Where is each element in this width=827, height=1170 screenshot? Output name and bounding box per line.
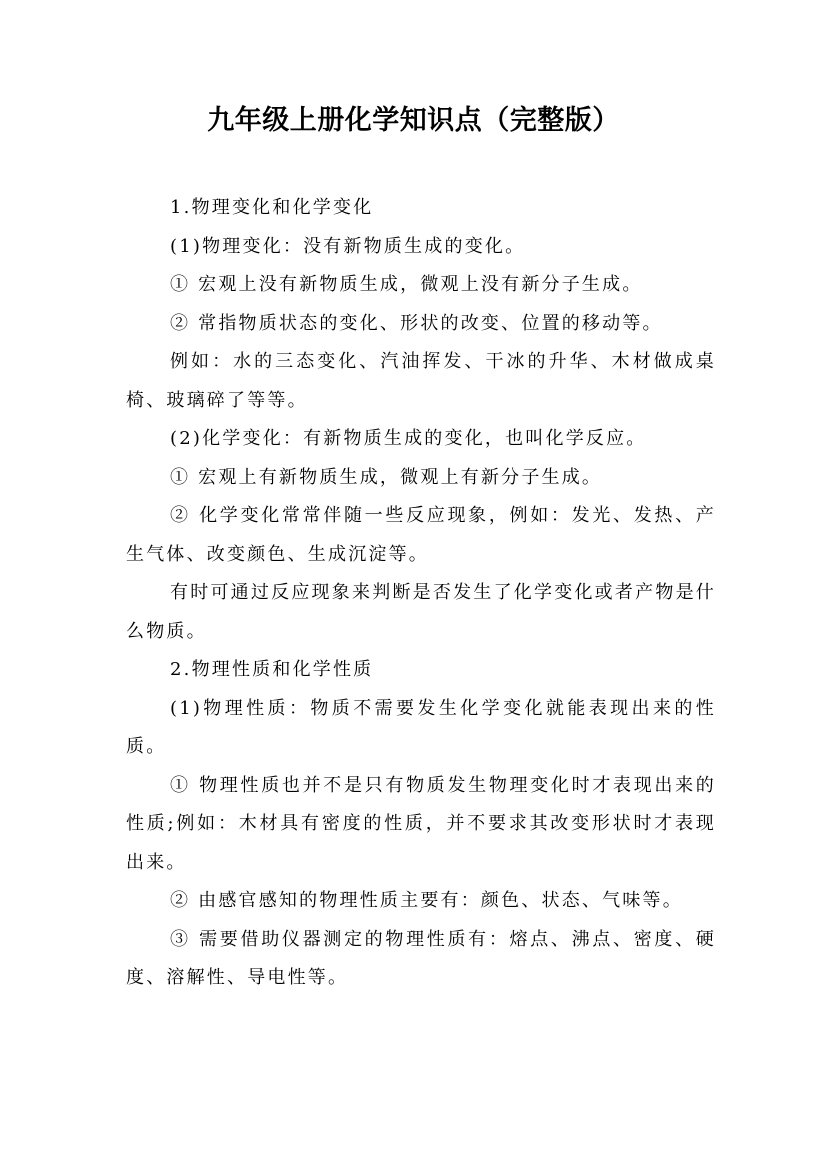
paragraph: (1)物理性质：物质不需要发生化学变化就能表现出来的性质。 (126, 697, 716, 757)
paragraph: 有时可通过反应现象来判断是否发生了化学变化或者产物是什么物质。 (126, 582, 716, 642)
paragraph: ③ 需要借助仪器测定的物理性质有：熔点、沸点、密度、硬度、溶解性、导电性等。 (126, 928, 716, 988)
paragraph: ② 化学变化常常伴随一些反应现象，例如：发光、发热、产生气体、改变颜色、生成沉淀等。 (126, 505, 716, 565)
paragraph: ② 由感官感知的物理性质主要有：颜色、状态、气味等。 (170, 890, 683, 911)
paragraph: ① 宏观上有新物质生成，微观上有新分子生成。 (170, 466, 603, 488)
paragraph: ① 宏观上没有新物质生成，微观上没有新分子生成。 (170, 274, 643, 295)
document-body (126, 189, 716, 998)
section-heading-2: 2.物理性质和化学性质 (170, 659, 374, 680)
section-heading-1: 1.物理变化和化学变化 (170, 197, 374, 218)
paragraph: (2)化学变化：有新物质生成的变化，也叫化学反应。 (170, 428, 647, 449)
paragraph: (1)物理变化：没有新物质生成的变化。 (170, 235, 526, 257)
document-title: 九年级上册化学知识点（完整版） (207, 105, 620, 136)
paragraph: ② 常指物质状态的变化、形状的改变、位置的移动等。 (170, 312, 663, 334)
paragraph: ① 物理性质也并不是只有物质发生物理变化时才表现出来的性质;例如：木材具有密度的性质，并不要求其改变形状时才表现出来。 (126, 774, 716, 873)
paragraph: 例如：水的三态变化、汽油挥发、干冰的升华、木材做成桌椅、玻璃碎了等等。 (126, 351, 716, 411)
